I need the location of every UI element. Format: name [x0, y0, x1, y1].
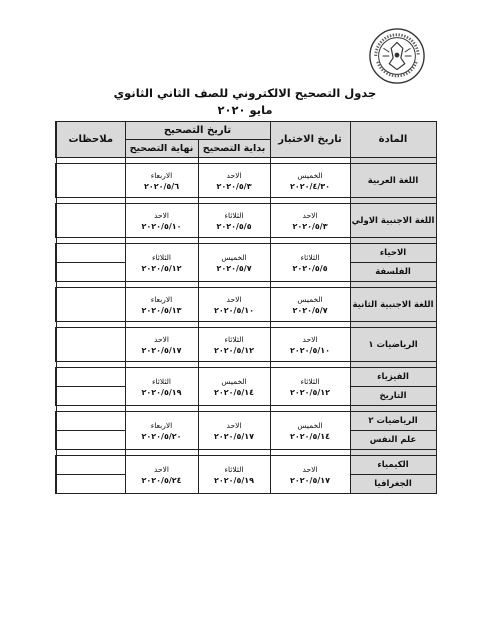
- grading-end-cell: [125, 412, 198, 450]
- date-label: ٢٠٢٠/٥/١٧: [290, 475, 331, 485]
- date-label: ٢٠٢٠/٥/٦: [143, 181, 180, 191]
- weekday-label: الخميس: [221, 252, 247, 262]
- weekday-label: الخميس: [221, 376, 247, 386]
- weekday-label: الاربعاء: [150, 294, 173, 304]
- date-label: ٢٠٢٠/٥/٥: [216, 221, 252, 231]
- exam-date-cell: [270, 412, 350, 450]
- exam-date-cell: [270, 288, 350, 322]
- date-label: ٢٠٢٠/٥/٧: [292, 305, 328, 315]
- weekday-label: الخميس: [297, 420, 323, 430]
- page-subtitle: مايو ٢٠٢٠: [217, 103, 273, 117]
- grading-start-cell: [198, 204, 270, 238]
- header-subject: المادة: [350, 122, 436, 158]
- exam-date-cell: [270, 204, 350, 238]
- table-row: [56, 288, 436, 322]
- subject-cell: الرياضيات ١: [350, 328, 436, 362]
- notes-cell: [56, 244, 125, 263]
- weekday-label: الاحد: [154, 464, 169, 474]
- table-row: [56, 328, 436, 362]
- notes-cell: [56, 204, 125, 238]
- grading-end-cell: [125, 456, 198, 494]
- header-grading-date: تاريخ التصحيح: [125, 122, 270, 140]
- weekday-label: الثلاثاء: [152, 252, 172, 262]
- exam-date-cell: [270, 328, 350, 362]
- date-label: ٢٠٢٠/٥/١٩: [141, 387, 182, 397]
- weekday-label: الاربعاء: [150, 420, 173, 430]
- grading-start-cell: [198, 368, 270, 406]
- grading-schedule-table: [55, 121, 437, 494]
- date-label: ٢٠٢٠/٥/١٠: [141, 221, 182, 231]
- weekday-label: الاحد: [226, 420, 242, 430]
- date-label: ٢٠٢٠/٥/١٠: [214, 305, 255, 315]
- grading-start-cell: [198, 456, 270, 494]
- table-row: [56, 412, 436, 431]
- header-exam-date: تاريخ الاختبار: [270, 122, 350, 158]
- header-notes: ملاحظات: [56, 122, 125, 158]
- grading-end-cell: [125, 164, 198, 198]
- weekday-label: الاحد: [302, 334, 318, 344]
- weekday-label: الثلاثاء: [224, 210, 244, 220]
- grading-end-cell: [125, 204, 198, 238]
- weekday-label: الاحد: [154, 334, 169, 344]
- date-label: ٢٠٢٠/٥/١٧: [214, 431, 255, 441]
- notes-cell: [56, 431, 125, 450]
- grading-start-cell: [198, 288, 270, 322]
- table-row: [56, 456, 436, 475]
- header-grading-start: بداية التصحيح: [198, 140, 270, 158]
- date-label: ٢٠٢٠/٥/٥: [292, 263, 328, 273]
- date-label: ٢٠٢٠/٤/٣٠: [290, 181, 331, 191]
- notes-cell: [56, 387, 125, 406]
- grading-end-cell: [125, 288, 198, 322]
- table-row: [56, 204, 436, 238]
- subject-cell: علم النفس: [350, 431, 436, 450]
- grading-start-cell: [198, 164, 270, 198]
- table-row: [56, 244, 436, 263]
- subject-cell: اللغة الاجنبية الاولي: [350, 204, 436, 238]
- exam-date-cell: [270, 244, 350, 282]
- weekday-label: الاحد: [154, 210, 169, 220]
- weekday-label: الاحد: [226, 294, 242, 304]
- weekday-label: الثلاثاء: [224, 464, 244, 474]
- subject-cell: الفيزياء: [350, 368, 436, 387]
- date-label: ٢٠٢٠/٥/٧: [216, 263, 252, 273]
- weekday-label: الاحد: [302, 464, 318, 474]
- weekday-label: الاحد: [302, 210, 318, 220]
- date-label: ٢٠٢٠/٥/١٤: [214, 387, 255, 397]
- notes-cell: [56, 456, 125, 475]
- date-label: ٢٠٢٠/٥/٢٤: [141, 475, 182, 485]
- exam-date-cell: [270, 368, 350, 406]
- date-label: ٢٠٢٠/٥/٣: [292, 221, 328, 231]
- weekday-label: الخميس: [297, 170, 323, 180]
- subject-cell: اللغة الاجنبية الثانية: [350, 288, 436, 322]
- weekday-label: الثلاثاء: [300, 376, 320, 386]
- header-grading-end: نهاية التصحيح: [125, 140, 198, 158]
- date-label: ٢٠٢٠/٥/١٠: [290, 345, 331, 355]
- grading-end-cell: [125, 328, 198, 362]
- table-row: [56, 164, 436, 198]
- exam-date-cell: [270, 164, 350, 198]
- date-label: ٢٠٢٠/٥/١٤: [290, 431, 331, 441]
- weekday-label: الثلاثاء: [224, 334, 244, 344]
- grading-start-cell: [198, 328, 270, 362]
- weekday-label: الاحد: [226, 170, 242, 180]
- weekday-label: الاربعاء: [150, 170, 173, 180]
- subject-cell: الرياضيات ٢: [350, 412, 436, 431]
- subject-cell: الكيمياء: [350, 456, 436, 475]
- weekday-label: الثلاثاء: [300, 252, 320, 262]
- weekday-label: الثلاثاء: [152, 376, 172, 386]
- subject-cell: اللغة العربية: [350, 164, 436, 198]
- ministry-seal-icon: [368, 27, 426, 85]
- notes-cell: [56, 288, 125, 322]
- grading-start-cell: [198, 244, 270, 282]
- page-title: جدول التصحيح الالكتروني للصف الثاني الثانوي: [113, 86, 377, 100]
- exam-date-cell: [270, 456, 350, 494]
- date-label: ٢٠٢٠/٥/١٧: [141, 345, 182, 355]
- notes-cell: [56, 328, 125, 362]
- notes-cell: [56, 164, 125, 198]
- subject-cell: التاريخ: [350, 387, 436, 406]
- table-row: [56, 368, 436, 387]
- date-label: ٢٠٢٠/٥/١٢: [214, 345, 255, 355]
- grading-end-cell: [125, 368, 198, 406]
- grading-start-cell: [198, 412, 270, 450]
- date-label: ٢٠٢٠/٥/٢٠: [141, 431, 182, 441]
- grading-end-cell: [125, 244, 198, 282]
- date-label: ٢٠٢٠/٥/١٣: [141, 305, 182, 315]
- date-label: ٢٠٢٠/٥/٣: [216, 181, 252, 191]
- notes-cell: [56, 412, 125, 431]
- notes-cell: [56, 263, 125, 282]
- date-label: ٢٠٢٠/٥/١٩: [214, 475, 255, 485]
- notes-cell: [56, 475, 125, 494]
- notes-cell: [56, 368, 125, 387]
- subject-cell: الفلسفة: [350, 263, 436, 282]
- subject-cell: الجغرافيا: [350, 475, 436, 494]
- date-label: ٢٠٢٠/٥/١٢: [290, 387, 331, 397]
- weekday-label: الخميس: [297, 294, 323, 304]
- date-label: ٢٠٢٠/٥/١٢: [141, 263, 182, 273]
- subject-cell: الاحياء: [350, 244, 436, 263]
